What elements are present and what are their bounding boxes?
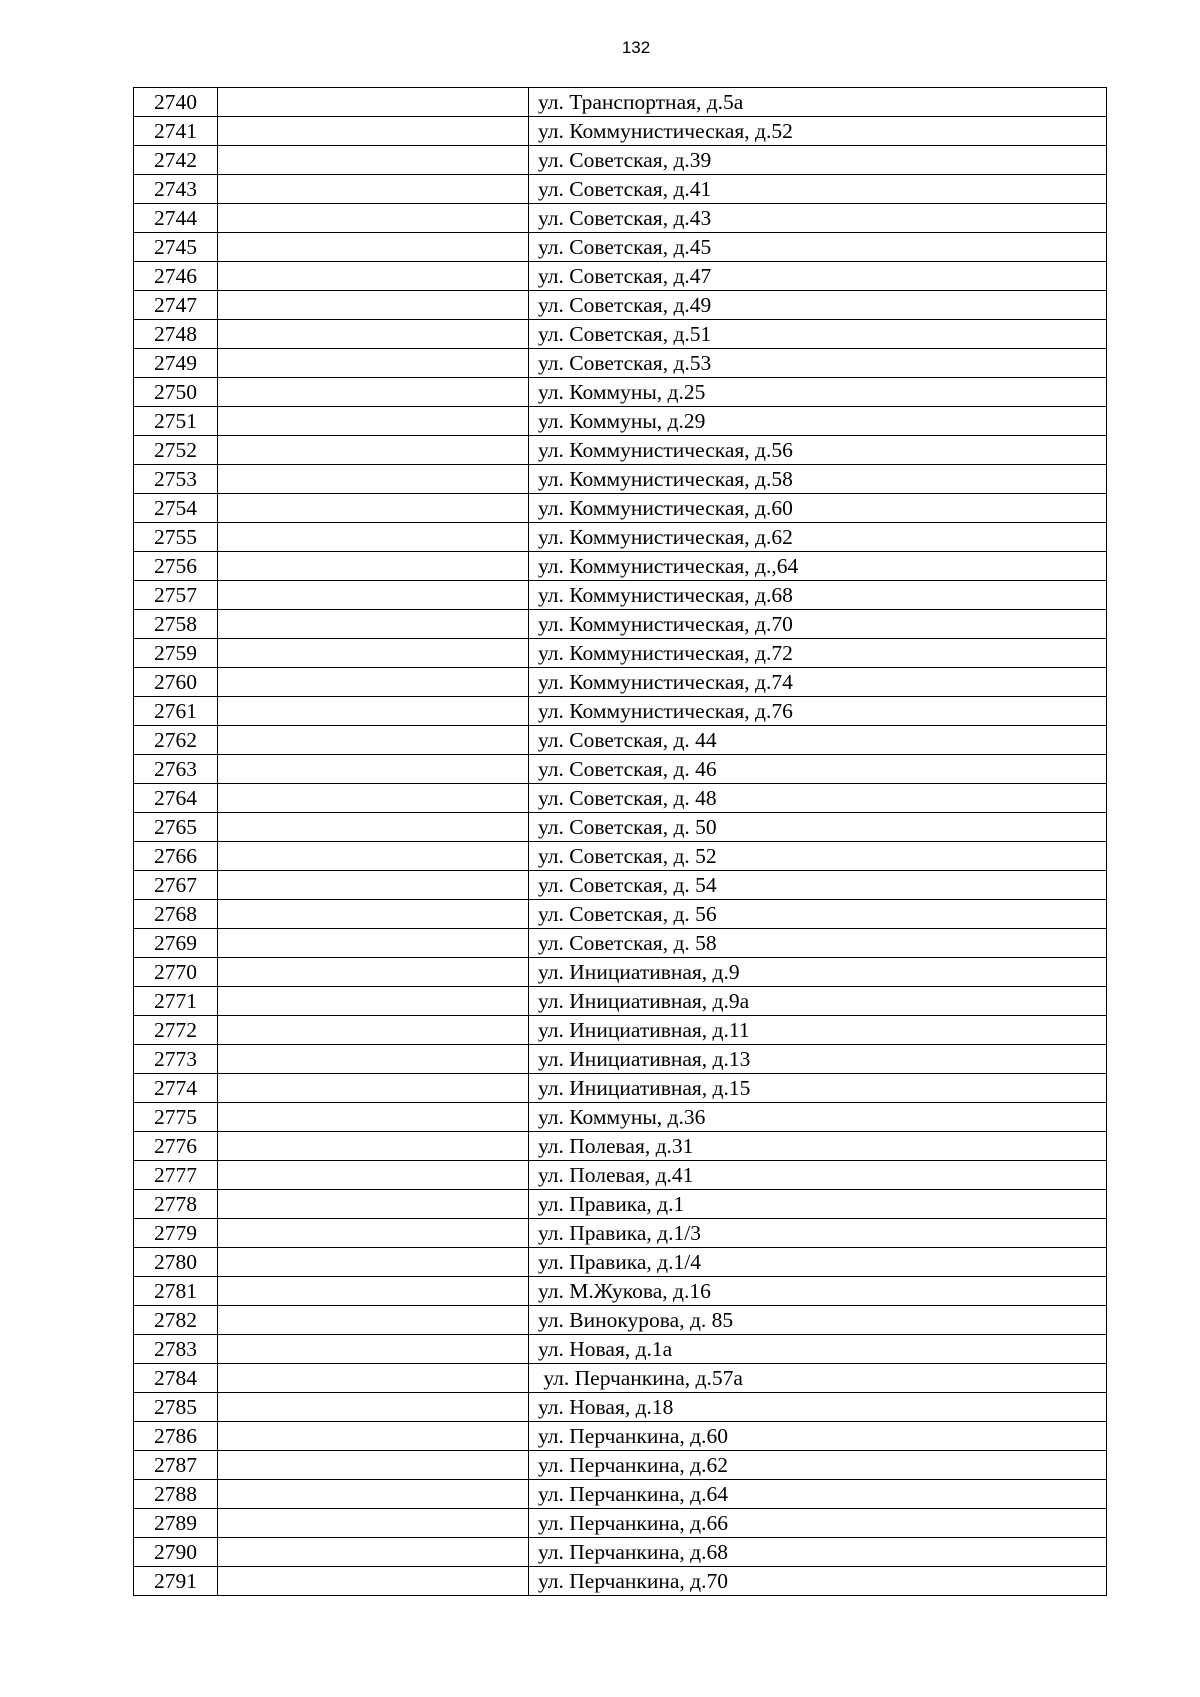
address-cell: ул. Коммунистическая, д.76 [529,697,1107,726]
address-cell: ул. Советская, д.53 [529,349,1107,378]
address-cell: ул. Советская, д.51 [529,320,1107,349]
blank-cell [218,1074,529,1103]
address-cell: ул. Коммуны, д.36 [529,1103,1107,1132]
table-row [134,1306,1107,1335]
blank-cell [218,929,529,958]
table-row [134,697,1107,726]
table-row [134,1219,1107,1248]
address-cell: ул. Советская, д.45 [529,233,1107,262]
row-number-cell: 2788 [134,1480,218,1509]
table-row [134,900,1107,929]
row-number-cell: 2770 [134,958,218,987]
row-number-cell: 2757 [134,581,218,610]
table-row [134,320,1107,349]
blank-cell [218,1451,529,1480]
blank-cell [218,465,529,494]
address-cell: ул. Советская, д.41 [529,175,1107,204]
table-row [134,465,1107,494]
address-cell: ул. Правика, д.1 [529,1190,1107,1219]
table-row [134,349,1107,378]
address-cell: ул. Советская, д. 44 [529,726,1107,755]
row-number-cell: 2755 [134,523,218,552]
row-number-cell: 2766 [134,842,218,871]
blank-cell [218,1538,529,1567]
row-number-cell: 2774 [134,1074,218,1103]
table-row [134,407,1107,436]
address-table-body [134,88,1107,1596]
blank-cell [218,1306,529,1335]
blank-cell [218,958,529,987]
table-row [134,1074,1107,1103]
table-row [134,1277,1107,1306]
address-cell: ул. Перчанкина, д.68 [529,1538,1107,1567]
address-cell: ул. Советская, д.47 [529,262,1107,291]
address-cell: ул. Советская, д. 48 [529,784,1107,813]
table-row [134,1422,1107,1451]
blank-cell [218,1422,529,1451]
address-cell: ул. Коммунистическая, д.62 [529,523,1107,552]
row-number-cell: 2781 [134,1277,218,1306]
blank-cell [218,900,529,929]
blank-cell [218,1335,529,1364]
address-cell: ул. Винокурова, д. 85 [529,1306,1107,1335]
blank-cell [218,88,529,117]
blank-cell [218,1567,529,1596]
blank-cell [218,871,529,900]
table-row [134,813,1107,842]
page-number: 132 [621,38,651,57]
table-row [134,204,1107,233]
blank-cell [218,378,529,407]
table-row [134,1364,1107,1393]
row-number-cell: 2750 [134,378,218,407]
blank-cell [218,204,529,233]
address-cell: ул. Перчанкина, д.62 [529,1451,1107,1480]
blank-cell [218,1190,529,1219]
address-cell: ул. Советская, д. 56 [529,900,1107,929]
row-number-cell: 2748 [134,320,218,349]
row-number-cell: 2756 [134,552,218,581]
table-row [134,291,1107,320]
row-number-cell: 2740 [134,88,218,117]
blank-cell [218,436,529,465]
blank-cell [218,552,529,581]
address-cell: ул. Перчанкина, д.64 [529,1480,1107,1509]
blank-cell [218,291,529,320]
row-number-cell: 2753 [134,465,218,494]
blank-cell [218,784,529,813]
address-table [133,87,1107,1596]
address-cell: ул. Коммунистическая, д.,64 [529,552,1107,581]
blank-cell [218,639,529,668]
blank-cell [218,755,529,784]
blank-cell [218,233,529,262]
row-number-cell: 2751 [134,407,218,436]
row-number-cell: 2763 [134,755,218,784]
table-row [134,146,1107,175]
table-row [134,1161,1107,1190]
blank-cell [218,1219,529,1248]
table-row [134,262,1107,291]
row-number-cell: 2787 [134,1451,218,1480]
table-row [134,784,1107,813]
blank-cell [218,668,529,697]
blank-cell [218,494,529,523]
table-row [134,929,1107,958]
address-cell: ул. Полевая, д.41 [529,1161,1107,1190]
row-number-cell: 2767 [134,871,218,900]
blank-cell [218,1277,529,1306]
table-row [134,494,1107,523]
row-number-cell: 2743 [134,175,218,204]
table-row [134,1190,1107,1219]
blank-cell [218,1132,529,1161]
address-cell: ул. Инициативная, д.9а [529,987,1107,1016]
row-number-cell: 2744 [134,204,218,233]
blank-cell [218,1393,529,1422]
blank-cell [218,1364,529,1393]
row-number-cell: 2764 [134,784,218,813]
row-number-cell: 2779 [134,1219,218,1248]
table-row [134,117,1107,146]
address-cell: ул. Советская, д.39 [529,146,1107,175]
address-cell: ул. Советская, д. 52 [529,842,1107,871]
blank-cell [218,117,529,146]
blank-cell [218,523,529,552]
address-cell: ул. Коммуны, д.29 [529,407,1107,436]
address-cell: ул. Коммунистическая, д.60 [529,494,1107,523]
blank-cell [218,146,529,175]
row-number-cell: 2765 [134,813,218,842]
blank-cell [218,1045,529,1074]
table-row [134,88,1107,117]
table-row [134,958,1107,987]
table-row [134,1567,1107,1596]
address-cell: ул. Полевая, д.31 [529,1132,1107,1161]
table-row [134,1248,1107,1277]
address-cell: ул. Коммуны, д.25 [529,378,1107,407]
address-cell: ул. Правика, д.1/3 [529,1219,1107,1248]
row-number-cell: 2791 [134,1567,218,1596]
address-cell: ул. Советская, д. 58 [529,929,1107,958]
row-number-cell: 2745 [134,233,218,262]
blank-cell [218,262,529,291]
blank-cell [218,1016,529,1045]
address-cell: ул. Коммунистическая, д.58 [529,465,1107,494]
blank-cell [218,1248,529,1277]
row-number-cell: 2747 [134,291,218,320]
row-number-cell: 2749 [134,349,218,378]
table-row [134,755,1107,784]
blank-cell [218,987,529,1016]
address-cell: ул. Перчанкина, д.57а [529,1364,1107,1393]
row-number-cell: 2768 [134,900,218,929]
address-cell: ул. Перчанкина, д.70 [529,1567,1107,1596]
table-row [134,1393,1107,1422]
row-number-cell: 2782 [134,1306,218,1335]
address-cell: ул. Коммунистическая, д.70 [529,610,1107,639]
table-row [134,523,1107,552]
row-number-cell: 2775 [134,1103,218,1132]
address-cell: ул. Перчанкина, д.60 [529,1422,1107,1451]
address-cell: ул. М.Жукова, д.16 [529,1277,1107,1306]
blank-cell [218,1103,529,1132]
row-number-cell: 2783 [134,1335,218,1364]
row-number-cell: 2785 [134,1393,218,1422]
row-number-cell: 2752 [134,436,218,465]
table-row [134,378,1107,407]
row-number-cell: 2784 [134,1364,218,1393]
row-number-cell: 2786 [134,1422,218,1451]
table-row [134,1045,1107,1074]
blank-cell [218,320,529,349]
table-row [134,436,1107,465]
table-row [134,1480,1107,1509]
row-number-cell: 2754 [134,494,218,523]
table-row [134,581,1107,610]
table-row [134,842,1107,871]
row-number-cell: 2746 [134,262,218,291]
address-cell: ул. Перчанкина, д.66 [529,1509,1107,1538]
table-row [134,987,1107,1016]
address-cell: ул. Советская, д. 46 [529,755,1107,784]
address-cell: ул. Коммунистическая, д.56 [529,436,1107,465]
row-number-cell: 2778 [134,1190,218,1219]
table-row [134,871,1107,900]
table-row [134,1335,1107,1364]
row-number-cell: 2771 [134,987,218,1016]
row-number-cell: 2780 [134,1248,218,1277]
row-number-cell: 2789 [134,1509,218,1538]
blank-cell [218,1161,529,1190]
address-cell: ул. Советская, д. 50 [529,813,1107,842]
row-number-cell: 2777 [134,1161,218,1190]
address-cell: ул. Коммунистическая, д.52 [529,117,1107,146]
address-cell: ул. Коммунистическая, д.68 [529,581,1107,610]
address-cell: ул. Коммунистическая, д.74 [529,668,1107,697]
table-row [134,552,1107,581]
address-cell: ул. Правика, д.1/4 [529,1248,1107,1277]
table-row [134,639,1107,668]
blank-cell [218,1480,529,1509]
blank-cell [218,407,529,436]
row-number-cell: 2759 [134,639,218,668]
row-number-cell: 2776 [134,1132,218,1161]
row-number-cell: 2742 [134,146,218,175]
table-row [134,726,1107,755]
table-row [134,1132,1107,1161]
blank-cell [218,349,529,378]
table-row [134,175,1107,204]
row-number-cell: 2760 [134,668,218,697]
blank-cell [218,842,529,871]
address-cell: ул. Коммунистическая, д.72 [529,639,1107,668]
address-cell: ул. Транспортная, д.5а [529,88,1107,117]
table-row [134,1538,1107,1567]
table-row [134,1016,1107,1045]
row-number-cell: 2761 [134,697,218,726]
blank-cell [218,175,529,204]
table-row [134,668,1107,697]
address-cell: ул. Инициативная, д.15 [529,1074,1107,1103]
address-cell: ул. Советская, д.43 [529,204,1107,233]
blank-cell [218,581,529,610]
table-row [134,1103,1107,1132]
table-row [134,1451,1107,1480]
address-cell: ул. Инициативная, д.11 [529,1016,1107,1045]
row-number-cell: 2762 [134,726,218,755]
blank-cell [218,726,529,755]
row-number-cell: 2758 [134,610,218,639]
address-cell: ул. Советская, д. 54 [529,871,1107,900]
row-number-cell: 2773 [134,1045,218,1074]
row-number-cell: 2769 [134,929,218,958]
row-number-cell: 2790 [134,1538,218,1567]
row-number-cell: 2772 [134,1016,218,1045]
blank-cell [218,697,529,726]
blank-cell [218,610,529,639]
address-cell: ул. Новая, д.1а [529,1335,1107,1364]
address-cell: ул. Советская, д.49 [529,291,1107,320]
address-cell: ул. Инициативная, д.9 [529,958,1107,987]
blank-cell [218,1509,529,1538]
table-row [134,233,1107,262]
table-row [134,1509,1107,1538]
address-cell: ул. Новая, д.18 [529,1393,1107,1422]
table-row [134,610,1107,639]
address-cell: ул. Инициативная, д.13 [529,1045,1107,1074]
blank-cell [218,813,529,842]
row-number-cell: 2741 [134,117,218,146]
